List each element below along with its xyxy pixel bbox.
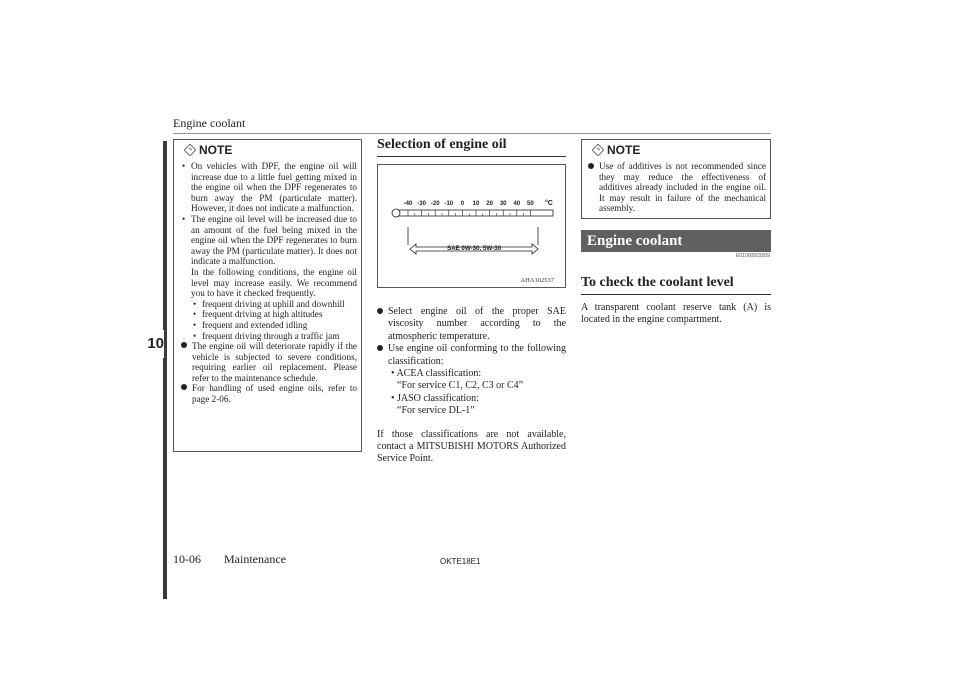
viscosity-chart-svg	[378, 165, 565, 287]
tick-label: -40	[403, 201, 413, 207]
figure-code: AHA102537	[520, 277, 554, 284]
oil-bullet: Select engine oil of the proper SAE viscosity number according to the atmospheric temperature.	[377, 306, 566, 343]
temperature-scale	[392, 199, 553, 217]
oil-section-title: Selection of engine oil	[377, 137, 507, 152]
left-note-box	[173, 139, 362, 452]
footer-section: Maintenance	[224, 552, 286, 566]
oil-paragraph: If those classifications are not available, contact a MITSUBISHI MOTORS Authorized Service Point.	[377, 428, 566, 465]
tick-label: 50	[527, 201, 534, 207]
tick-label: 30	[499, 201, 507, 207]
footer-code: OKTE18E1	[440, 557, 481, 566]
engine-coolant-bar	[581, 230, 771, 252]
viscosity-band	[408, 227, 538, 254]
right-note-box	[581, 139, 771, 219]
oil-section-rule	[377, 156, 566, 157]
note-round-bullet: The engine oil will deteriorate rapidly if the vehicle is subjected to severe conditions, requiring earlier oil replacement. Please refer to the maintenance schedule.	[181, 341, 357, 383]
note-sub-intro: In the following conditions, the engine oil level may increase easily. We recommend you to have it checked frequently.	[191, 266, 357, 299]
class-item: • ACEA classification:	[391, 368, 482, 380]
note-sub-item: • frequent driving at high altitudes	[193, 309, 323, 320]
coolant-code: E01000503509	[736, 253, 770, 259]
note-label: NOTE	[607, 143, 641, 157]
engine-coolant-title: Engine coolant	[587, 233, 683, 249]
header-rule	[173, 133, 771, 134]
class-item: “For service DL-1”	[397, 405, 475, 417]
oil-content	[377, 306, 566, 466]
note-icon	[184, 144, 197, 157]
tick-label: -10	[444, 201, 454, 207]
chapter-bar	[163, 141, 167, 599]
tick-label: 0	[460, 201, 465, 207]
note-content	[181, 161, 357, 405]
note-sub-item: • frequent and extended idling	[193, 319, 308, 330]
coolant-section-title: To check the coolant level	[581, 275, 734, 290]
coolant-section-rule	[581, 294, 771, 295]
note-label: NOTE	[199, 143, 233, 157]
class-item: “For service C1, C2, C3 or C4”	[397, 380, 524, 392]
band-label: SAE 0W-30, 5W-30	[446, 245, 502, 252]
footer-page-number: 10-06	[173, 552, 201, 566]
tick-label: 10	[472, 201, 480, 207]
scale-bulb	[392, 209, 400, 217]
note-sub-item: • frequent driving at uphill and downhill	[193, 298, 345, 309]
tick-label: -20	[430, 201, 440, 207]
scale-bar	[396, 210, 553, 216]
note-bullet: • On vehicles with DPF, the engine oil will increase due to a little fuel getting mixed in the engine oil when the DPF regenerates to burn away the PM (particulate matter). However, it does not indicate a malfunction.	[182, 161, 357, 214]
chapter-tab: 10	[142, 330, 164, 358]
tick-label: -30	[417, 201, 426, 207]
viscosity-figure	[377, 164, 566, 288]
note-icon	[592, 144, 605, 157]
tick-label: 20	[486, 201, 493, 207]
unit-label: °C	[545, 200, 553, 207]
note-heading	[592, 143, 640, 157]
header-title: Engine coolant	[173, 116, 246, 130]
class-item: • JASO classification:	[391, 392, 479, 404]
oil-bullet: Use engine oil conforming to the following classification:	[377, 343, 566, 368]
note-heading	[184, 143, 232, 157]
tick-label: 40	[513, 201, 521, 207]
note-round-bullet: For handling of used engine oils, refer to page 2-06.	[181, 383, 357, 404]
note-sub-item: • frequent driving through a traffic jam	[193, 330, 340, 341]
right-note-text: Use of additives is not recommended since they may reduce the effectiveness of additives already included in the engine oil. It may result in failure of the mechanical assembly.	[588, 161, 766, 214]
note-bullet: • The engine oil level will be increased due to an amount of the fuel being mixed in the engine oil when the DPF regenerates to burn away the PM (particulate matter). It does not indicate a malfunction.	[182, 213, 357, 267]
coolant-paragraph: A transparent coolant reserve tank (A) is located in the engine compartment.	[581, 302, 771, 326]
